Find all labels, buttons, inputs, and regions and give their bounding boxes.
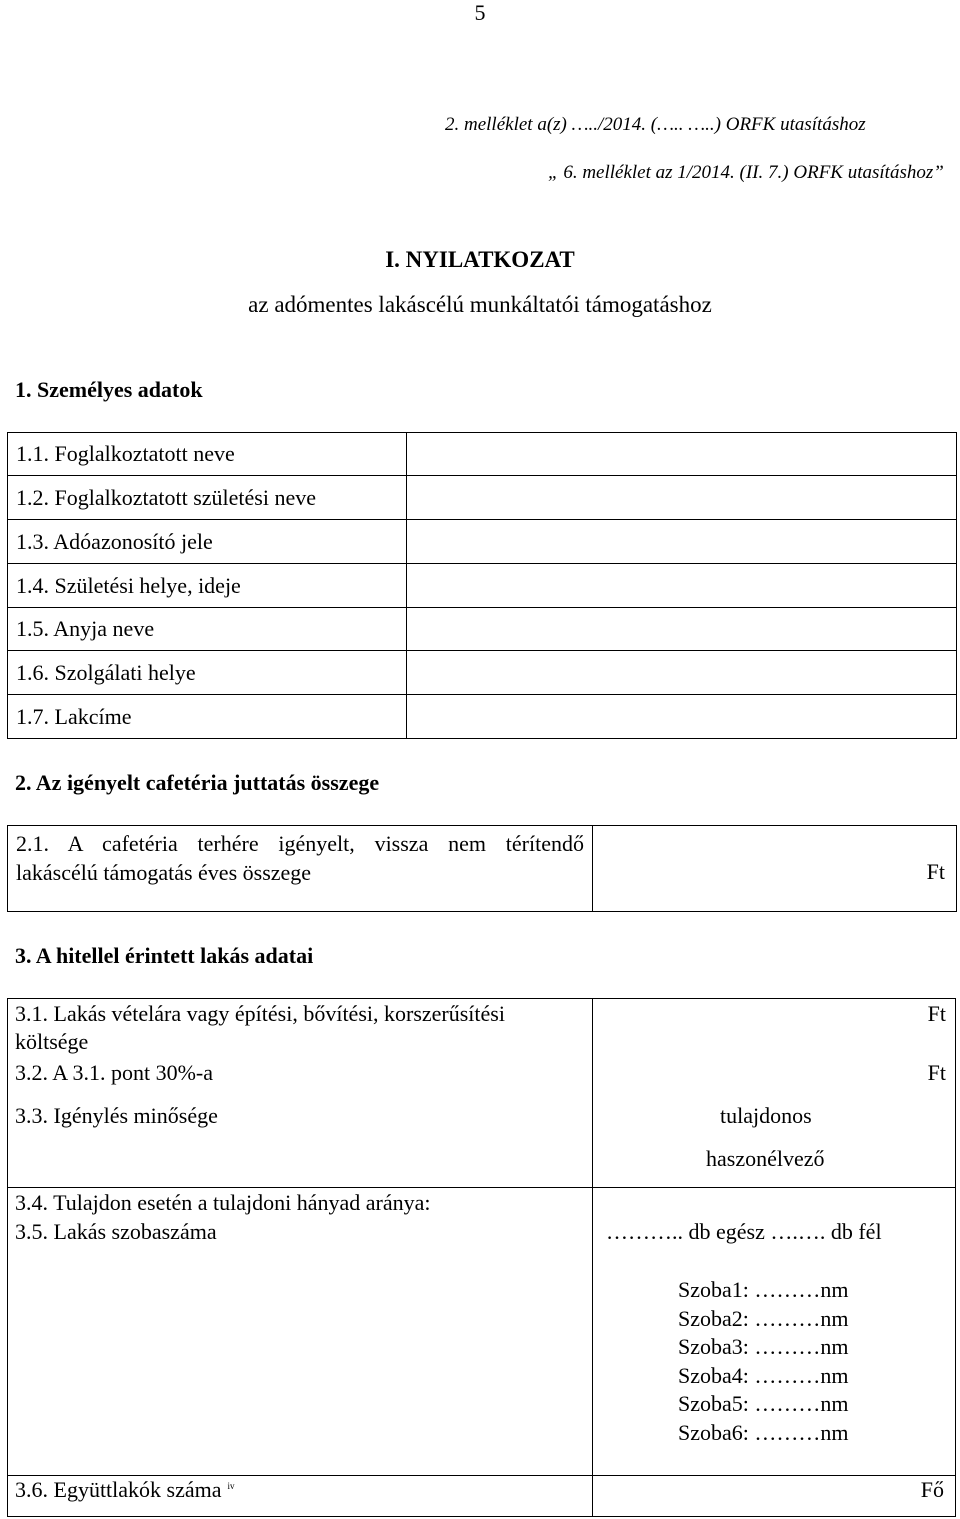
currency-unit: Ft — [927, 1060, 946, 1085]
employee-name-field[interactable] — [407, 433, 957, 476]
field-label-cohabitants — [15, 1477, 235, 1503]
label-cell — [8, 564, 407, 608]
field-label-claim-type: 3.3. Igénylés minősége — [15, 1103, 218, 1128]
field-label-purchase-price: 3.1. Lakás vételára vagy építési, bővítési, korszerűsítési — [15, 1001, 505, 1026]
birth-place-date-field[interactable] — [407, 564, 957, 608]
table-border-top — [7, 998, 956, 999]
field-label-room-count: 3.5. Lakás szobaszáma — [15, 1219, 217, 1244]
field-label-birth-name: 1.2. Foglalkoztatott születési neve — [16, 484, 316, 510]
room-size-field[interactable]: Szoba5: ………nm — [678, 1391, 849, 1417]
tax-id-field[interactable] — [407, 520, 957, 564]
room-size-field[interactable]: Szoba3: ………nm — [678, 1334, 849, 1360]
field-label-thirty-percent: 3.2. A 3.1. pont 30%-a — [15, 1060, 213, 1085]
room-size-field[interactable]: Szoba2: ………nm — [678, 1305, 849, 1331]
room-size-field[interactable]: Szoba4: ………nm — [678, 1362, 849, 1388]
table-divider — [7, 1187, 956, 1188]
cafeteria-amount-table — [7, 825, 957, 912]
personal-data-table — [7, 432, 957, 739]
label-cell — [8, 826, 593, 912]
page-number: 5 — [474, 0, 486, 25]
field-label-address: 1.7. Lakcíme — [16, 703, 132, 729]
field-label-tax-id: 1.3. Adóazonosító jele — [16, 528, 213, 554]
cafeteria-amount-field[interactable] — [593, 826, 957, 912]
label-cell — [8, 651, 407, 695]
table-divider — [7, 1475, 956, 1476]
endnote-reference[interactable]: iv — [227, 1480, 235, 1491]
field-label-ownership-share: 3.4. Tulajdon esetén a tulajdoni hányad aránya: — [15, 1190, 431, 1215]
service-place-field[interactable] — [407, 651, 957, 695]
field-label-employee-name: 1.1. Foglalkoztatott neve — [16, 441, 235, 466]
field-label-mother-name: 1.5. Anyja neve — [16, 616, 155, 641]
document-title: I. NYILATKOZAT — [385, 247, 575, 272]
field-label-service-place: 1.6. Szolgálati helye — [16, 659, 196, 685]
option-usufructuary[interactable]: haszonélvező — [706, 1146, 825, 1171]
room-size-field[interactable]: Szoba1: ………nm — [678, 1277, 849, 1302]
table-border-left — [7, 998, 8, 1517]
currency-unit: Ft — [926, 859, 945, 884]
table-border-right — [955, 998, 956, 1517]
label-cell — [8, 520, 407, 564]
table-column-divider — [592, 998, 593, 1517]
section-3-heading: 3. A hitellel érintett lakás adatai — [15, 943, 314, 968]
annex-reference-original: „ 6. melléklet az 1/2014. (II. 7.) ORFK utasításhoz” — [548, 162, 944, 183]
label-cell — [8, 608, 407, 651]
label-cell — [8, 476, 407, 520]
field-label-purchase-price-cont: költsége — [15, 1029, 89, 1054]
annex-reference: 2. melléklet a(z) …../2014. (….. …..) ORFK utasításhoz — [445, 114, 866, 135]
label-cell — [8, 695, 407, 739]
section-1-heading: 1. Személyes adatok — [15, 377, 203, 402]
section-2-heading: 2. Az igényelt cafetéria juttatás összege — [15, 770, 380, 795]
room-count-field[interactable]: ……….. db egész ….…. db fél — [606, 1219, 882, 1244]
table-border-bottom — [7, 1516, 956, 1517]
field-label-cafeteria-amount-cont: lakáscélú támogatás éves összege — [16, 860, 312, 885]
document-subtitle: az adómentes lakáscélú munkáltatói támogatáshoz — [248, 292, 712, 317]
birth-name-field[interactable] — [407, 476, 957, 520]
cohabitants-label-text: 3.6. Együttlakók száma — [15, 1477, 222, 1502]
mother-name-field[interactable] — [407, 608, 957, 651]
option-owner[interactable]: tulajdonos — [720, 1103, 812, 1128]
field-label-cafeteria-amount: 2.1. A cafetéria terhére igényelt, vissza nem térítendő — [16, 831, 584, 856]
person-unit: Fő — [920, 1477, 944, 1502]
currency-unit: Ft — [927, 1001, 946, 1026]
address-field[interactable] — [407, 695, 957, 739]
field-label-birth-place-date: 1.4. Születési helye, ideje — [16, 572, 241, 598]
label-cell — [8, 433, 407, 476]
room-size-field[interactable]: Szoba6: ………nm — [678, 1419, 849, 1445]
room-size-list — [678, 1276, 849, 1448]
